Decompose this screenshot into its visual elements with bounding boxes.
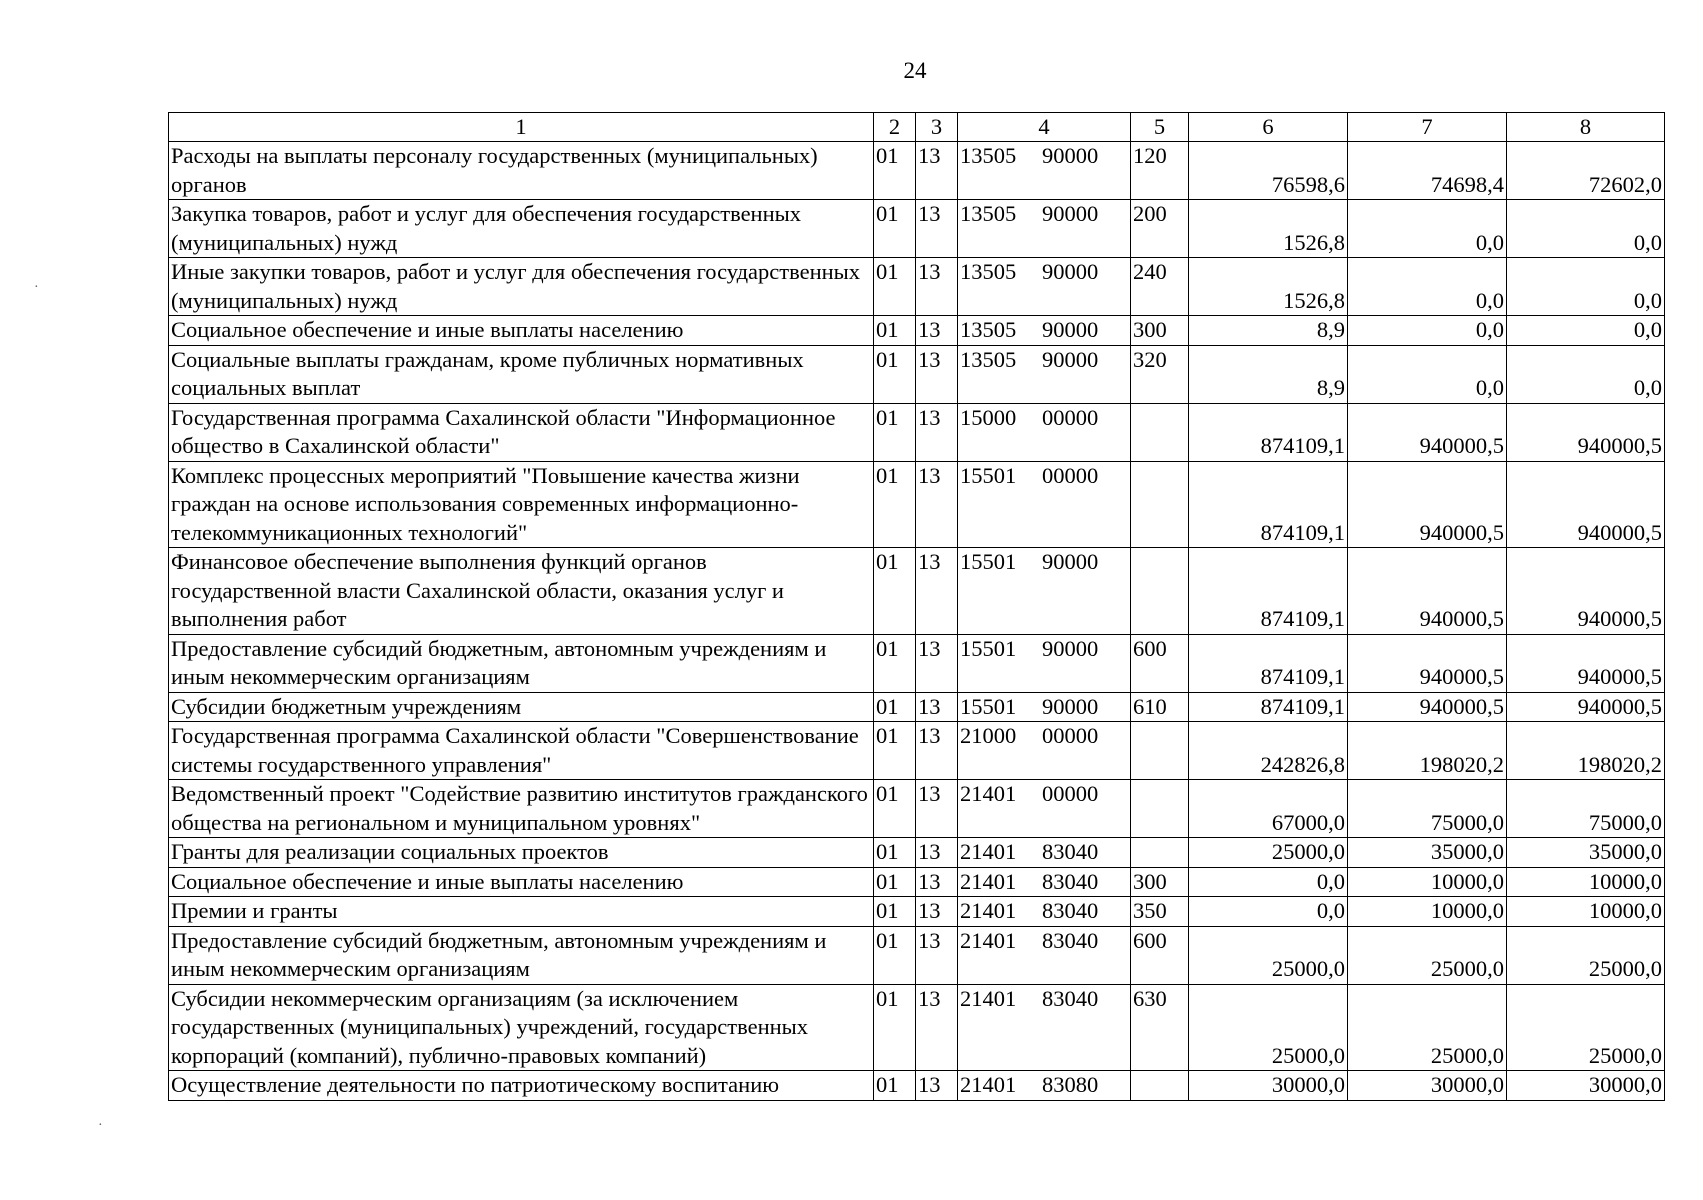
row-value-col-8: 25000,0 <box>1507 984 1665 1071</box>
program-code-part-2: 83040 <box>1042 927 1099 953</box>
row-value-col-6: 874109,1 <box>1189 403 1348 461</box>
table-row <box>169 838 1665 868</box>
row-program-code <box>958 403 1131 461</box>
header-col-2: 2 <box>874 113 916 142</box>
row-value-col-6: 0,0 <box>1189 867 1348 897</box>
table-row <box>169 692 1665 722</box>
row-name: Финансовое обеспечение выполнения функций органов государственной власти Сахалинской области, оказания услуг и выполнения работ <box>169 548 874 635</box>
row-subsection-code: 13 <box>916 461 958 548</box>
row-value-col-8: 940000,5 <box>1507 548 1665 635</box>
row-value-col-6: 874109,1 <box>1189 692 1348 722</box>
table-row <box>169 722 1665 780</box>
row-value-col-6: 0,0 <box>1189 897 1348 927</box>
row-section-code: 01 <box>874 461 916 548</box>
row-expense-type-code: 300 <box>1131 867 1189 897</box>
program-code-part-1: 13505 <box>960 143 1017 168</box>
row-value-col-8: 30000,0 <box>1507 1071 1665 1101</box>
program-code-part-2: 83040 <box>1042 985 1099 1011</box>
row-value-col-6: 30000,0 <box>1189 1071 1348 1101</box>
row-name: Государственная программа Сахалинской области "Информационное общество в Сахалинской области" <box>169 403 874 461</box>
row-program-code <box>958 142 1131 200</box>
table-row <box>169 984 1665 1071</box>
row-name: Субсидии некоммерческим организациям (за исключением государственных (муниципальных) учреждений, государственных корпораций (компаний), публично-правовых компаний) <box>169 984 874 1071</box>
row-name: Закупка товаров, работ и услуг для обеспечения государственных (муниципальных) нужд <box>169 200 874 258</box>
table-row <box>169 1071 1665 1101</box>
row-expense-type-code <box>1131 1071 1189 1101</box>
row-program-code <box>958 548 1131 635</box>
program-code-part-2: 83080 <box>1042 1072 1099 1097</box>
program-code-part-1: 21401 <box>960 839 1017 864</box>
row-name: Социальные выплаты гражданам, кроме публичных нормативных социальных выплат <box>169 345 874 403</box>
row-value-col-7: 940000,5 <box>1348 634 1507 692</box>
row-subsection-code: 13 <box>916 926 958 984</box>
program-code-part-1: 21401 <box>960 781 1017 806</box>
table-row <box>169 897 1665 927</box>
program-code-part-2: 00000 <box>1042 404 1099 430</box>
row-expense-type-code: 610 <box>1131 692 1189 722</box>
row-value-col-6: 1526,8 <box>1189 200 1348 258</box>
row-subsection-code: 13 <box>916 780 958 838</box>
row-value-col-6: 8,9 <box>1189 316 1348 346</box>
row-value-col-8: 940000,5 <box>1507 403 1665 461</box>
row-program-code <box>958 200 1131 258</box>
row-expense-type-code: 200 <box>1131 200 1189 258</box>
row-subsection-code: 13 <box>916 316 958 346</box>
row-program-code <box>958 1071 1131 1101</box>
row-subsection-code: 13 <box>916 345 958 403</box>
table-row <box>169 403 1665 461</box>
scan-speck: · <box>34 280 39 295</box>
row-value-col-8: 940000,5 <box>1507 692 1665 722</box>
header-col-1: 1 <box>169 113 874 142</box>
row-name: Ведомственный проект "Содействие развитию институтов гражданского общества на региональном и муниципальном уровнях" <box>169 780 874 838</box>
program-code-part-1: 21401 <box>960 898 1017 923</box>
program-code-part-2: 90000 <box>1042 635 1099 661</box>
program-code-part-1: 15501 <box>960 635 1017 661</box>
row-expense-type-code: 320 <box>1131 345 1189 403</box>
row-value-col-7: 0,0 <box>1348 258 1507 316</box>
row-value-col-6: 874109,1 <box>1189 634 1348 692</box>
row-program-code <box>958 345 1131 403</box>
row-section-code: 01 <box>874 142 916 200</box>
row-value-col-8: 0,0 <box>1507 258 1665 316</box>
program-code-part-2: 90000 <box>1042 317 1099 342</box>
program-code-part-2: 00000 <box>1042 462 1099 488</box>
row-section-code: 01 <box>874 926 916 984</box>
program-code-part-1: 13505 <box>960 317 1017 342</box>
program-code-part-1: 13505 <box>960 201 1017 226</box>
program-code-part-1: 21401 <box>960 985 1017 1011</box>
row-name: Социальное обеспечение и иные выплаты населению <box>169 867 874 897</box>
row-section-code: 01 <box>874 867 916 897</box>
header-col-4: 4 <box>958 113 1131 142</box>
row-program-code <box>958 722 1131 780</box>
row-value-col-6: 25000,0 <box>1189 838 1348 868</box>
row-subsection-code: 13 <box>916 897 958 927</box>
row-value-col-7: 30000,0 <box>1348 1071 1507 1101</box>
row-value-col-6: 874109,1 <box>1189 548 1348 635</box>
row-program-code <box>958 780 1131 838</box>
row-expense-type-code <box>1131 548 1189 635</box>
scan-speck: · <box>98 1118 103 1133</box>
row-subsection-code: 13 <box>916 867 958 897</box>
program-code-part-1: 15501 <box>960 693 1017 719</box>
row-subsection-code: 13 <box>916 142 958 200</box>
program-code-part-2: 00000 <box>1042 723 1099 748</box>
row-value-col-6: 25000,0 <box>1189 984 1348 1071</box>
row-section-code: 01 <box>874 984 916 1071</box>
program-code-part-1: 21000 <box>960 723 1017 748</box>
table-row <box>169 200 1665 258</box>
row-section-code: 01 <box>874 634 916 692</box>
program-code-part-2: 83040 <box>1042 839 1099 864</box>
row-section-code: 01 <box>874 200 916 258</box>
row-expense-type-code: 600 <box>1131 926 1189 984</box>
table-row <box>169 634 1665 692</box>
row-value-col-8: 198020,2 <box>1507 722 1665 780</box>
row-value-col-7: 0,0 <box>1348 200 1507 258</box>
table-row <box>169 142 1665 200</box>
row-name: Премии и гранты <box>169 897 874 927</box>
row-expense-type-code <box>1131 722 1189 780</box>
row-value-col-6: 67000,0 <box>1189 780 1348 838</box>
row-section-code: 01 <box>874 722 916 780</box>
budget-table <box>168 112 1665 1101</box>
row-section-code: 01 <box>874 548 916 635</box>
row-program-code <box>958 867 1131 897</box>
row-program-code <box>958 692 1131 722</box>
row-value-col-7: 940000,5 <box>1348 548 1507 635</box>
table-row <box>169 780 1665 838</box>
row-value-col-8: 940000,5 <box>1507 461 1665 548</box>
program-code-part-1: 21401 <box>960 868 1017 894</box>
program-code-part-1: 21401 <box>960 1072 1017 1097</box>
program-code-part-1: 15501 <box>960 462 1017 488</box>
row-section-code: 01 <box>874 692 916 722</box>
page-number: 24 <box>903 58 927 83</box>
program-code-part-2: 00000 <box>1042 781 1099 806</box>
row-subsection-code: 13 <box>916 984 958 1071</box>
row-value-col-6: 874109,1 <box>1189 461 1348 548</box>
row-expense-type-code <box>1131 461 1189 548</box>
row-subsection-code: 13 <box>916 258 958 316</box>
row-expense-type-code <box>1131 403 1189 461</box>
row-subsection-code: 13 <box>916 692 958 722</box>
row-expense-type-code: 350 <box>1131 897 1189 927</box>
program-code-part-2: 90000 <box>1042 693 1099 719</box>
row-expense-type-code <box>1131 838 1189 868</box>
row-value-col-7: 940000,5 <box>1348 692 1507 722</box>
program-code-part-1: 21401 <box>960 927 1017 953</box>
row-expense-type-code: 600 <box>1131 634 1189 692</box>
row-name: Иные закупки товаров, работ и услуг для обеспечения государственных (муниципальных) нужд <box>169 258 874 316</box>
header-col-8: 8 <box>1507 113 1665 142</box>
row-value-col-7: 0,0 <box>1348 316 1507 346</box>
row-value-col-8: 10000,0 <box>1507 867 1665 897</box>
row-program-code <box>958 258 1131 316</box>
row-name: Предоставление субсидий бюджетным, автономным учреждениям и иным некоммерческим организациям <box>169 926 874 984</box>
row-section-code: 01 <box>874 780 916 838</box>
row-value-col-8: 72602,0 <box>1507 142 1665 200</box>
row-value-col-6: 8,9 <box>1189 345 1348 403</box>
table-row <box>169 548 1665 635</box>
row-value-col-7: 198020,2 <box>1348 722 1507 780</box>
program-code-part-2: 90000 <box>1042 346 1099 372</box>
row-program-code <box>958 926 1131 984</box>
row-value-col-8: 0,0 <box>1507 316 1665 346</box>
header-col-6: 6 <box>1189 113 1348 142</box>
row-section-code: 01 <box>874 258 916 316</box>
program-code-part-2: 83040 <box>1042 898 1099 923</box>
row-program-code <box>958 634 1131 692</box>
row-name: Осуществление деятельности по патриотическому воспитанию <box>169 1071 874 1101</box>
row-subsection-code: 13 <box>916 634 958 692</box>
row-expense-type-code: 300 <box>1131 316 1189 346</box>
row-value-col-7: 10000,0 <box>1348 897 1507 927</box>
table-row <box>169 345 1665 403</box>
row-value-col-6: 242826,8 <box>1189 722 1348 780</box>
row-value-col-7: 25000,0 <box>1348 926 1507 984</box>
table-row <box>169 867 1665 897</box>
row-program-code <box>958 838 1131 868</box>
row-value-col-8: 0,0 <box>1507 345 1665 403</box>
program-code-part-1: 15000 <box>960 404 1017 430</box>
header-col-7: 7 <box>1348 113 1507 142</box>
row-value-col-6: 25000,0 <box>1189 926 1348 984</box>
row-name: Предоставление субсидий бюджетным, автономным учреждениям и иным некоммерческим организациям <box>169 634 874 692</box>
program-code-part-1: 13505 <box>960 346 1017 372</box>
row-value-col-8: 940000,5 <box>1507 634 1665 692</box>
row-value-col-7: 10000,0 <box>1348 867 1507 897</box>
program-code-part-2: 90000 <box>1042 201 1099 226</box>
row-value-col-7: 75000,0 <box>1348 780 1507 838</box>
row-name: Государственная программа Сахалинской области "Совершенствование системы государственного управления" <box>169 722 874 780</box>
row-section-code: 01 <box>874 897 916 927</box>
row-section-code: 01 <box>874 838 916 868</box>
row-value-col-7: 25000,0 <box>1348 984 1507 1071</box>
row-value-col-7: 940000,5 <box>1348 461 1507 548</box>
row-value-col-8: 25000,0 <box>1507 926 1665 984</box>
row-program-code <box>958 897 1131 927</box>
row-expense-type-code <box>1131 780 1189 838</box>
program-code-part-2: 83040 <box>1042 868 1099 894</box>
row-name: Субсидии бюджетным учреждениям <box>169 692 874 722</box>
row-program-code <box>958 984 1131 1071</box>
row-section-code: 01 <box>874 1071 916 1101</box>
row-value-col-8: 10000,0 <box>1507 897 1665 927</box>
program-code-part-1: 13505 <box>960 259 1017 284</box>
row-subsection-code: 13 <box>916 1071 958 1101</box>
row-subsection-code: 13 <box>916 403 958 461</box>
row-program-code <box>958 461 1131 548</box>
row-expense-type-code: 120 <box>1131 142 1189 200</box>
row-section-code: 01 <box>874 316 916 346</box>
row-value-col-8: 0,0 <box>1507 200 1665 258</box>
table-row <box>169 316 1665 346</box>
program-code-part-1: 15501 <box>960 549 1017 574</box>
row-subsection-code: 13 <box>916 838 958 868</box>
row-subsection-code: 13 <box>916 200 958 258</box>
row-value-col-7: 35000,0 <box>1348 838 1507 868</box>
program-code-part-2: 90000 <box>1042 259 1099 284</box>
table-row <box>169 926 1665 984</box>
row-expense-type-code: 240 <box>1131 258 1189 316</box>
table-row <box>169 461 1665 548</box>
row-section-code: 01 <box>874 345 916 403</box>
program-code-part-2: 90000 <box>1042 549 1099 574</box>
row-value-col-8: 35000,0 <box>1507 838 1665 868</box>
program-code-part-2: 90000 <box>1042 143 1099 168</box>
row-name: Социальное обеспечение и иные выплаты населению <box>169 316 874 346</box>
row-value-col-7: 74698,4 <box>1348 142 1507 200</box>
header-col-3: 3 <box>916 113 958 142</box>
row-program-code <box>958 316 1131 346</box>
row-subsection-code: 13 <box>916 548 958 635</box>
table-header-row <box>169 113 1665 142</box>
row-name: Расходы на выплаты персоналу государственных (муниципальных) органов <box>169 142 874 200</box>
row-value-col-7: 940000,5 <box>1348 403 1507 461</box>
row-subsection-code: 13 <box>916 722 958 780</box>
row-value-col-6: 1526,8 <box>1189 258 1348 316</box>
row-expense-type-code: 630 <box>1131 984 1189 1071</box>
row-value-col-8: 75000,0 <box>1507 780 1665 838</box>
row-value-col-7: 0,0 <box>1348 345 1507 403</box>
header-col-5: 5 <box>1131 113 1189 142</box>
row-name: Гранты для реализации социальных проектов <box>169 838 874 868</box>
table-row <box>169 258 1665 316</box>
row-section-code: 01 <box>874 403 916 461</box>
row-value-col-6: 76598,6 <box>1189 142 1348 200</box>
row-name: Комплекс процессных мероприятий "Повышение качества жизни граждан на основе использования современных информационно-телекоммуникационных технологий" <box>169 461 874 548</box>
